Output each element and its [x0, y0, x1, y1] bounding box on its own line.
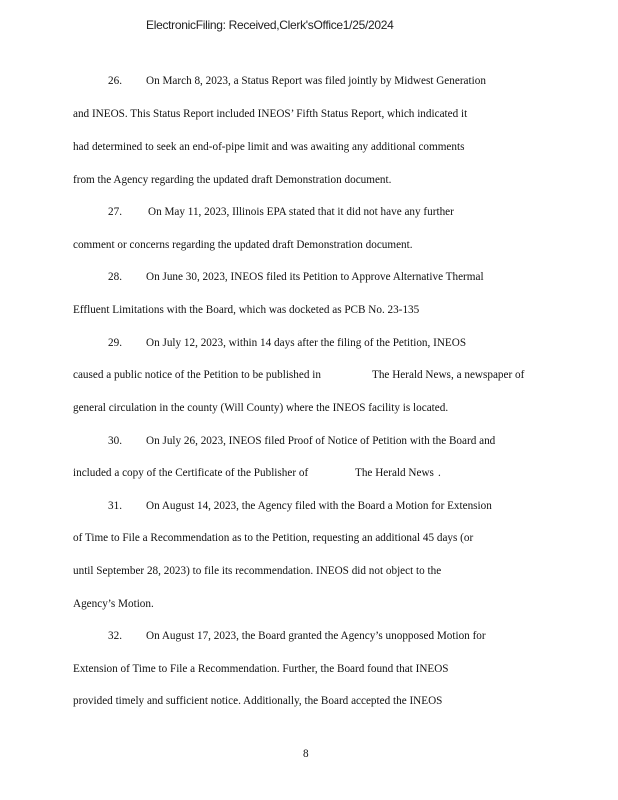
paragraph-line: caused a public notice of the Petition to be published in — [73, 369, 321, 381]
publication-name: The Herald News — [355, 467, 434, 479]
paragraph-line: Effluent Limitations with the Board, which was docketed as PCB No. 23-135 — [73, 304, 420, 316]
paragraph-line: , a newspaper of — [451, 369, 525, 381]
paragraph-line: On August 17, 2023, the Board granted the Agency’s unopposed Motion for — [146, 630, 486, 642]
paragraph-number: 26. — [108, 75, 122, 87]
paragraph-line: and INEOS. This Status Report included INEOS’ Fifth Status Report, which indicated it — [73, 108, 468, 120]
paragraph-line: comment or concerns regarding the updated draft Demonstration document. — [73, 239, 413, 251]
paragraph-line: On March 8, 2023, a Status Report was filed jointly by Midwest Generation — [146, 75, 486, 87]
paragraph-number: 32. — [108, 630, 122, 642]
paragraph-line: On August 14, 2023, the Agency filed with the Board a Motion for Extension — [146, 500, 492, 512]
paragraph-line: until September 28, 2023) to file its recommendation. INEOS did not object to the — [73, 565, 442, 577]
paragraph-number: 28. — [108, 271, 122, 283]
paragraph-line: provided timely and sufficient notice. Additionally, the Board accepted the INEOS — [73, 695, 443, 707]
paragraph-number: 31. — [108, 500, 122, 512]
paragraph-line: of Time to File a Recommendation as to the Petition, requesting an additional 45 days (or — [73, 532, 474, 544]
filing-stamp: ElectronicFiling: Received,Clerk'sOffice1/25/2024 — [146, 18, 394, 32]
paragraph-line: Agency’s Motion. — [73, 598, 154, 610]
paragraph-line: included a copy of the Certificate of the Publisher of — [73, 467, 309, 479]
paragraph-line: . — [438, 467, 441, 479]
paragraph-line: On July 26, 2023, INEOS filed Proof of Notice of Petition with the Board and — [146, 435, 496, 447]
paragraph-line: from the Agency regarding the updated draft Demonstration document. — [73, 174, 392, 186]
paragraph-line: general circulation in the county (Will County) where the INEOS facility is located. — [73, 402, 449, 414]
paragraph-number: 29. — [108, 337, 122, 349]
paragraph-line: had determined to seek an end-of-pipe limit and was awaiting any additional comments — [73, 141, 465, 153]
paragraph-line: On May 11, 2023, Illinois EPA stated that it did not have any further — [148, 206, 454, 218]
paragraph-line: Extension of Time to File a Recommendation. Further, the Board found that INEOS — [73, 663, 449, 675]
paragraph-number: 27. — [108, 206, 122, 218]
page-number: 8 — [303, 748, 309, 760]
publication-name: The Herald News — [372, 369, 451, 381]
paragraph-line: On June 30, 2023, INEOS filed its Petition to Approve Alternative Thermal — [146, 271, 484, 283]
paragraph-number: 30. — [108, 435, 122, 447]
paragraph-line: On July 12, 2023, within 14 days after the filing of the Petition, INEOS — [146, 337, 467, 349]
